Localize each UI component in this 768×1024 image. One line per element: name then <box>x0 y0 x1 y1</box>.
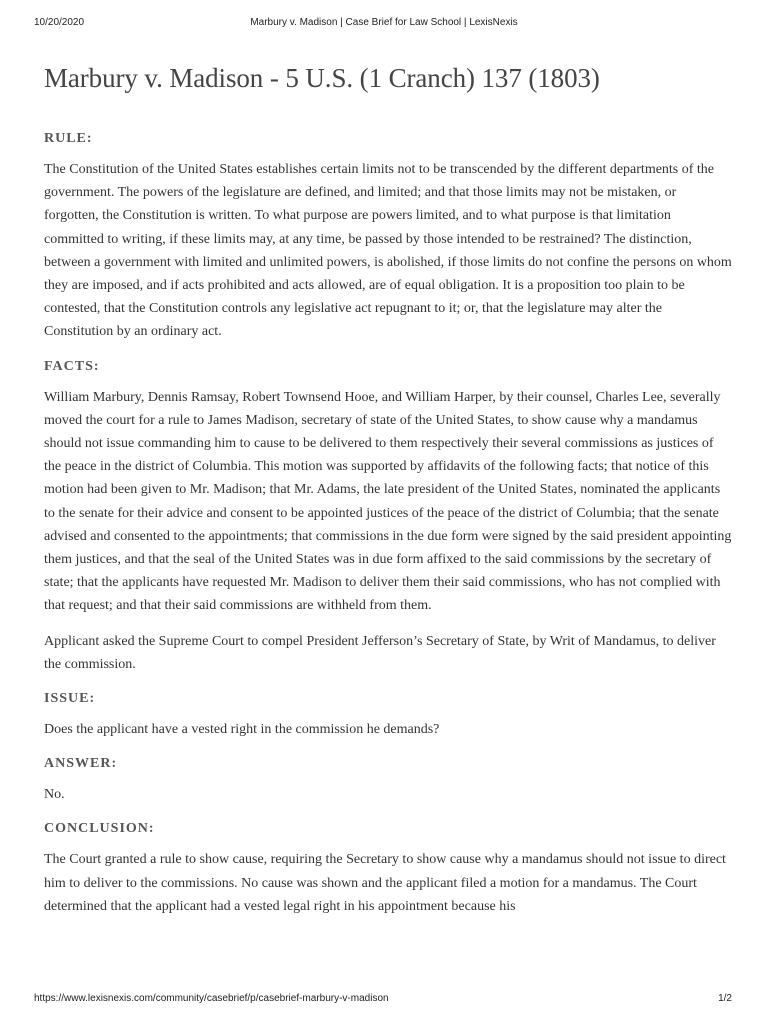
print-date: 10/20/2020 <box>34 17 85 28</box>
facts-text-applicant: Applicant asked the Supreme Court to compel President Jefferson’s Secretary of State, by Writ of Mandamus, to deliver the commission. <box>44 633 716 672</box>
page-number: 1/2 <box>718 993 732 1004</box>
rule-heading: RULE: <box>44 131 93 146</box>
case-brief <box>44 60 734 930</box>
issue-text: Does the applicant have a vested right in the commission he demands? <box>44 722 440 738</box>
section-facts <box>44 358 734 676</box>
conclusion-text: The Court granted a rule to show cause, requiring the Secretary to show cause why a mandamus should not issue to direct him to deliver to the commissions. No cause was shown and the applicant filed a motion for a mandamus. The Court determined that the applicant had a vested legal right in his appointment because his <box>44 852 726 914</box>
facts-text: William Marbury, Dennis Ramsay, Robert Townsend Hooe, and William Harper, by their counsel, Charles Lee, severally moved the court for a rule to James Madison, secretary of state of the United States, to show cause why a mandamus should not issue commanding him to cause to be delivered to them respectively their several commissions as justices of the peace in the district of Columbia. This motion was supported by affidavits of the following facts; that notice of this motion had been given to Mr. Madison; that Mr. Adams, the late president of the United States, nominated the applicants to the senate for their advice and consent to be appointed justices of the peace of the district of Columbia; that the senate advised and consented to the appointments; that commissions in the due form were signed by the said president appointing them justices, and that the seal of the United States was in due form affixed to the said commissions by the secretary of state; that the applicants have requested Mr. Madison to deliver them their said commissions, who has not complied with that request; and that their said commissions are withheld from them. <box>44 389 732 614</box>
answer-heading: ANSWER: <box>44 756 118 772</box>
section-rule <box>44 130 734 344</box>
facts-heading: FACTS: <box>44 358 100 374</box>
rule-text: The Constitution of the United States establishes certain limits not to be transcended by the different departments of the government. The powers of the legislature are defined, and limited; and that those limits may not be mistaken, or forgotten, the Constitution is written. To what purpose are powers limited, and to what purpose is that limitation committed to writing, if these limits may, at any time, be passed by those intended to be restrained? The distinction, between a government with limited and unlimited powers, is abolished, if those limits do not confine the persons on whom they are imposed, and if acts prohibited and acts allowed, are of equal obligation. It is a proposition too plain to be contested, that the Constitution controls any legislative act repugnant to it; or, that the legislature may alter the Constitution by an ordinary act. <box>44 162 732 340</box>
print-footer <box>34 993 734 1007</box>
section-conclusion <box>44 820 734 918</box>
conclusion-heading: CONCLUSION: <box>44 821 155 837</box>
section-issue <box>44 690 734 741</box>
page-title: Marbury v. Madison - 5 U.S. (1 Cranch) 137 (1803) <box>44 63 600 93</box>
issue-heading: ISSUE: <box>44 691 96 707</box>
answer-text: No. <box>44 787 65 803</box>
section-answer <box>44 755 734 806</box>
print-page-title: Marbury v. Madison | Case Brief for Law School | LexisNexis <box>250 17 518 28</box>
print-header <box>34 17 734 31</box>
print-url: https://www.lexisnexis.com/community/casebrief/p/casebrief-marbury-v-madison <box>34 993 389 1004</box>
